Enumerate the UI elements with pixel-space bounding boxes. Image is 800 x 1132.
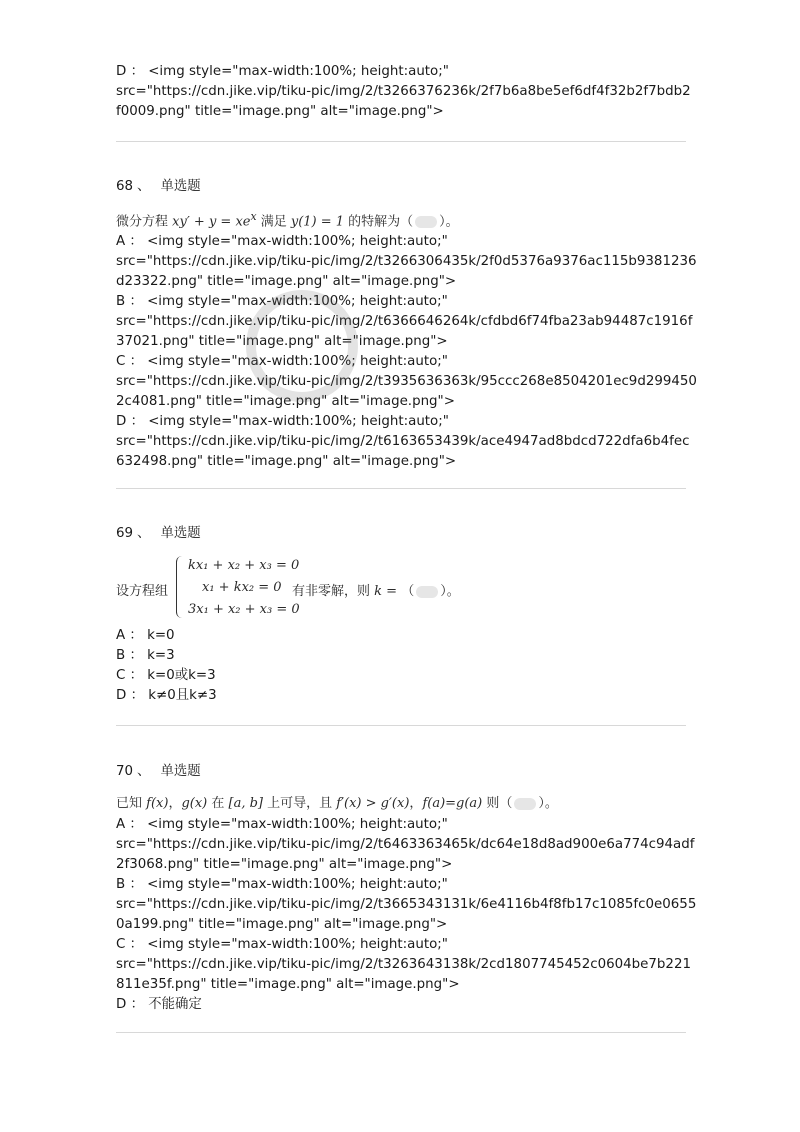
q69-stem-tail: [292, 580, 460, 599]
q69-stem: [116, 556, 476, 622]
q69-equation-2: x₁ + kx₂ = 0: [202, 580, 282, 595]
q70-option-line: 0a199.png" title="image.png" alt="image.png">: [116, 917, 448, 932]
q68-option-line: 37021.png" title="image.png" alt="image.png">: [116, 334, 448, 349]
q70-stem-end: ）。: [538, 796, 558, 811]
q70-option-line: C ： <img style="max-width:100%; height:auto;": [116, 937, 448, 952]
q70-stem-equality: f(a)=g(a): [422, 796, 483, 811]
q70-stem-inequality: f′(x) > g′(x): [336, 796, 410, 811]
q67-option-d-line-3: f0009.png" title="image.png" alt="image.png">: [116, 104, 444, 119]
q68-option-line: B ： <img style="max-width:100%; height:auto;": [116, 294, 448, 309]
q68-type: 单选题: [160, 179, 201, 194]
q67-option-d-line-2: src="https://cdn.jike.vip/tiku-pic/img/2/t3266376236k/2f7b6a8be5ef6df4f32b2f7bdb2: [116, 84, 691, 99]
q70-option-d: D ： 不能确定: [116, 997, 202, 1012]
answer-blank: [416, 586, 438, 598]
q68-stem-condition: y(1) = 1: [290, 214, 345, 230]
q70-option-line: 2f3068.png" title="image.png" alt="image.png">: [116, 857, 453, 872]
q69-type: 单选题: [160, 526, 201, 541]
q70-option-line: B ： <img style="max-width:100%; height:auto;": [116, 877, 448, 892]
divider: [116, 1032, 686, 1033]
answer-blank: [415, 216, 437, 228]
q68-header: [116, 177, 201, 197]
answer-blank: [514, 798, 536, 810]
q70-stem: [116, 792, 558, 811]
q70-option-line: src="https://cdn.jike.vip/tiku-pic/img/2/t3263643138k/2cd1807745452c0604be7b221: [116, 957, 691, 972]
q68-separator: 、: [137, 179, 151, 194]
q69-tail-eq: = （: [382, 584, 415, 599]
q70-stem-prefix: 已知: [116, 796, 147, 811]
q69-option-c: C ： k=0或k=3: [116, 668, 216, 683]
q69-option-b: B ： k=3: [116, 648, 175, 663]
q70-option-line: src="https://cdn.jike.vip/tiku-pic/img/2/t6463363465k/dc64e18d8ad900e6a774c94adf: [116, 837, 695, 852]
q70-type: 单选题: [160, 764, 201, 779]
divider: [116, 488, 686, 489]
q68-option-line: 632498.png" title="image.png" alt="image.png">: [116, 454, 457, 469]
q70-stem-then: 则（: [482, 796, 513, 811]
q69-stem-lead: 设方程组: [116, 584, 169, 599]
q70-stem-in: 在: [207, 796, 229, 811]
q68-stem-prefix: 微分方程: [116, 214, 169, 230]
q68-stem-equation: xy′ + y = xe: [172, 214, 251, 230]
q68-stem-end: ）。: [439, 214, 459, 230]
q69-equation-1: kx₁ + x₂ + x₃ = 0: [188, 558, 300, 573]
q68-stem-exponent: x: [250, 210, 257, 223]
q69-option-d: D ： k≠0且k≠3: [116, 688, 217, 703]
q70-option-line: A ： <img style="max-width:100%; height:auto;": [116, 817, 448, 832]
q70-stem-f: f(x): [146, 796, 169, 811]
q68-option-line: src="https://cdn.jike.vip/tiku-pic/img/2/t6366646264k/cfdbd6f74fba23ab94487c1916f: [116, 314, 693, 329]
q68-option-line: A ： <img style="max-width:100%; height:auto;": [116, 234, 448, 249]
q68-option-line: src="https://cdn.jike.vip/tiku-pic/img/2/t3266306435k/2f0d5376a9376ac115b9381236: [116, 254, 697, 269]
q70-stem-g: g(x): [181, 796, 208, 811]
divider: [116, 141, 686, 142]
q70-stem-interval: [a, b]: [228, 796, 263, 811]
q68-option-line: C ： <img style="max-width:100%; height:auto;": [116, 354, 448, 369]
q68-option-line: d23322.png" title="image.png" alt="image.png">: [116, 274, 457, 289]
q67-option-d-line-1: D ： <img style="max-width:100%; height:auto;": [116, 64, 449, 79]
divider: [116, 725, 686, 726]
q68-stem-suffix: 的特解为（: [344, 214, 414, 230]
q69-tail-k: k: [374, 584, 383, 599]
q70-option-line: 811e35f.png" title="image.png" alt="image.png">: [116, 977, 460, 992]
q69-tail-end: ）。: [440, 584, 460, 599]
q69-option-a: A ： k=0: [116, 628, 175, 643]
q70-stem-diff: 上可导，且: [263, 796, 337, 811]
brace-icon: [176, 556, 183, 618]
q70-header: [116, 762, 201, 782]
q70-separator: 、: [137, 764, 151, 779]
q69-equation-3: 3x₁ + x₂ + x₃ = 0: [188, 602, 300, 617]
q68-option-line: D ： <img style="max-width:100%; height:auto;": [116, 414, 449, 429]
q69-header: [116, 524, 201, 544]
q68-option-line: src="https://cdn.jike.vip/tiku-pic/img/2/t3935636363k/95ccc268e8504201ec9d299450: [116, 374, 697, 389]
q68-option-line: src="https://cdn.jike.vip/tiku-pic/img/2/t6163653439k/ace4947ad8bdcd722dfa6b4fec: [116, 434, 690, 449]
q69-number: 69: [116, 526, 134, 541]
q69-tail-prefix: 有非零解，则: [292, 584, 375, 599]
q70-stem-comma-2: ，: [409, 796, 423, 811]
q68-stem-mid: 满足: [256, 214, 291, 230]
q69-separator: 、: [137, 526, 151, 541]
q70-option-line: src="https://cdn.jike.vip/tiku-pic/img/2/t3665343131k/6e4116b4f8fb17c1085fc0e0655: [116, 897, 697, 912]
q68-option-line: 2c4081.png" title="image.png" alt="image.png">: [116, 394, 455, 409]
q70-stem-comma: ，: [168, 796, 182, 811]
q68-number: 68: [116, 179, 134, 194]
q70-number: 70: [116, 764, 134, 779]
q68-stem: [116, 210, 459, 229]
